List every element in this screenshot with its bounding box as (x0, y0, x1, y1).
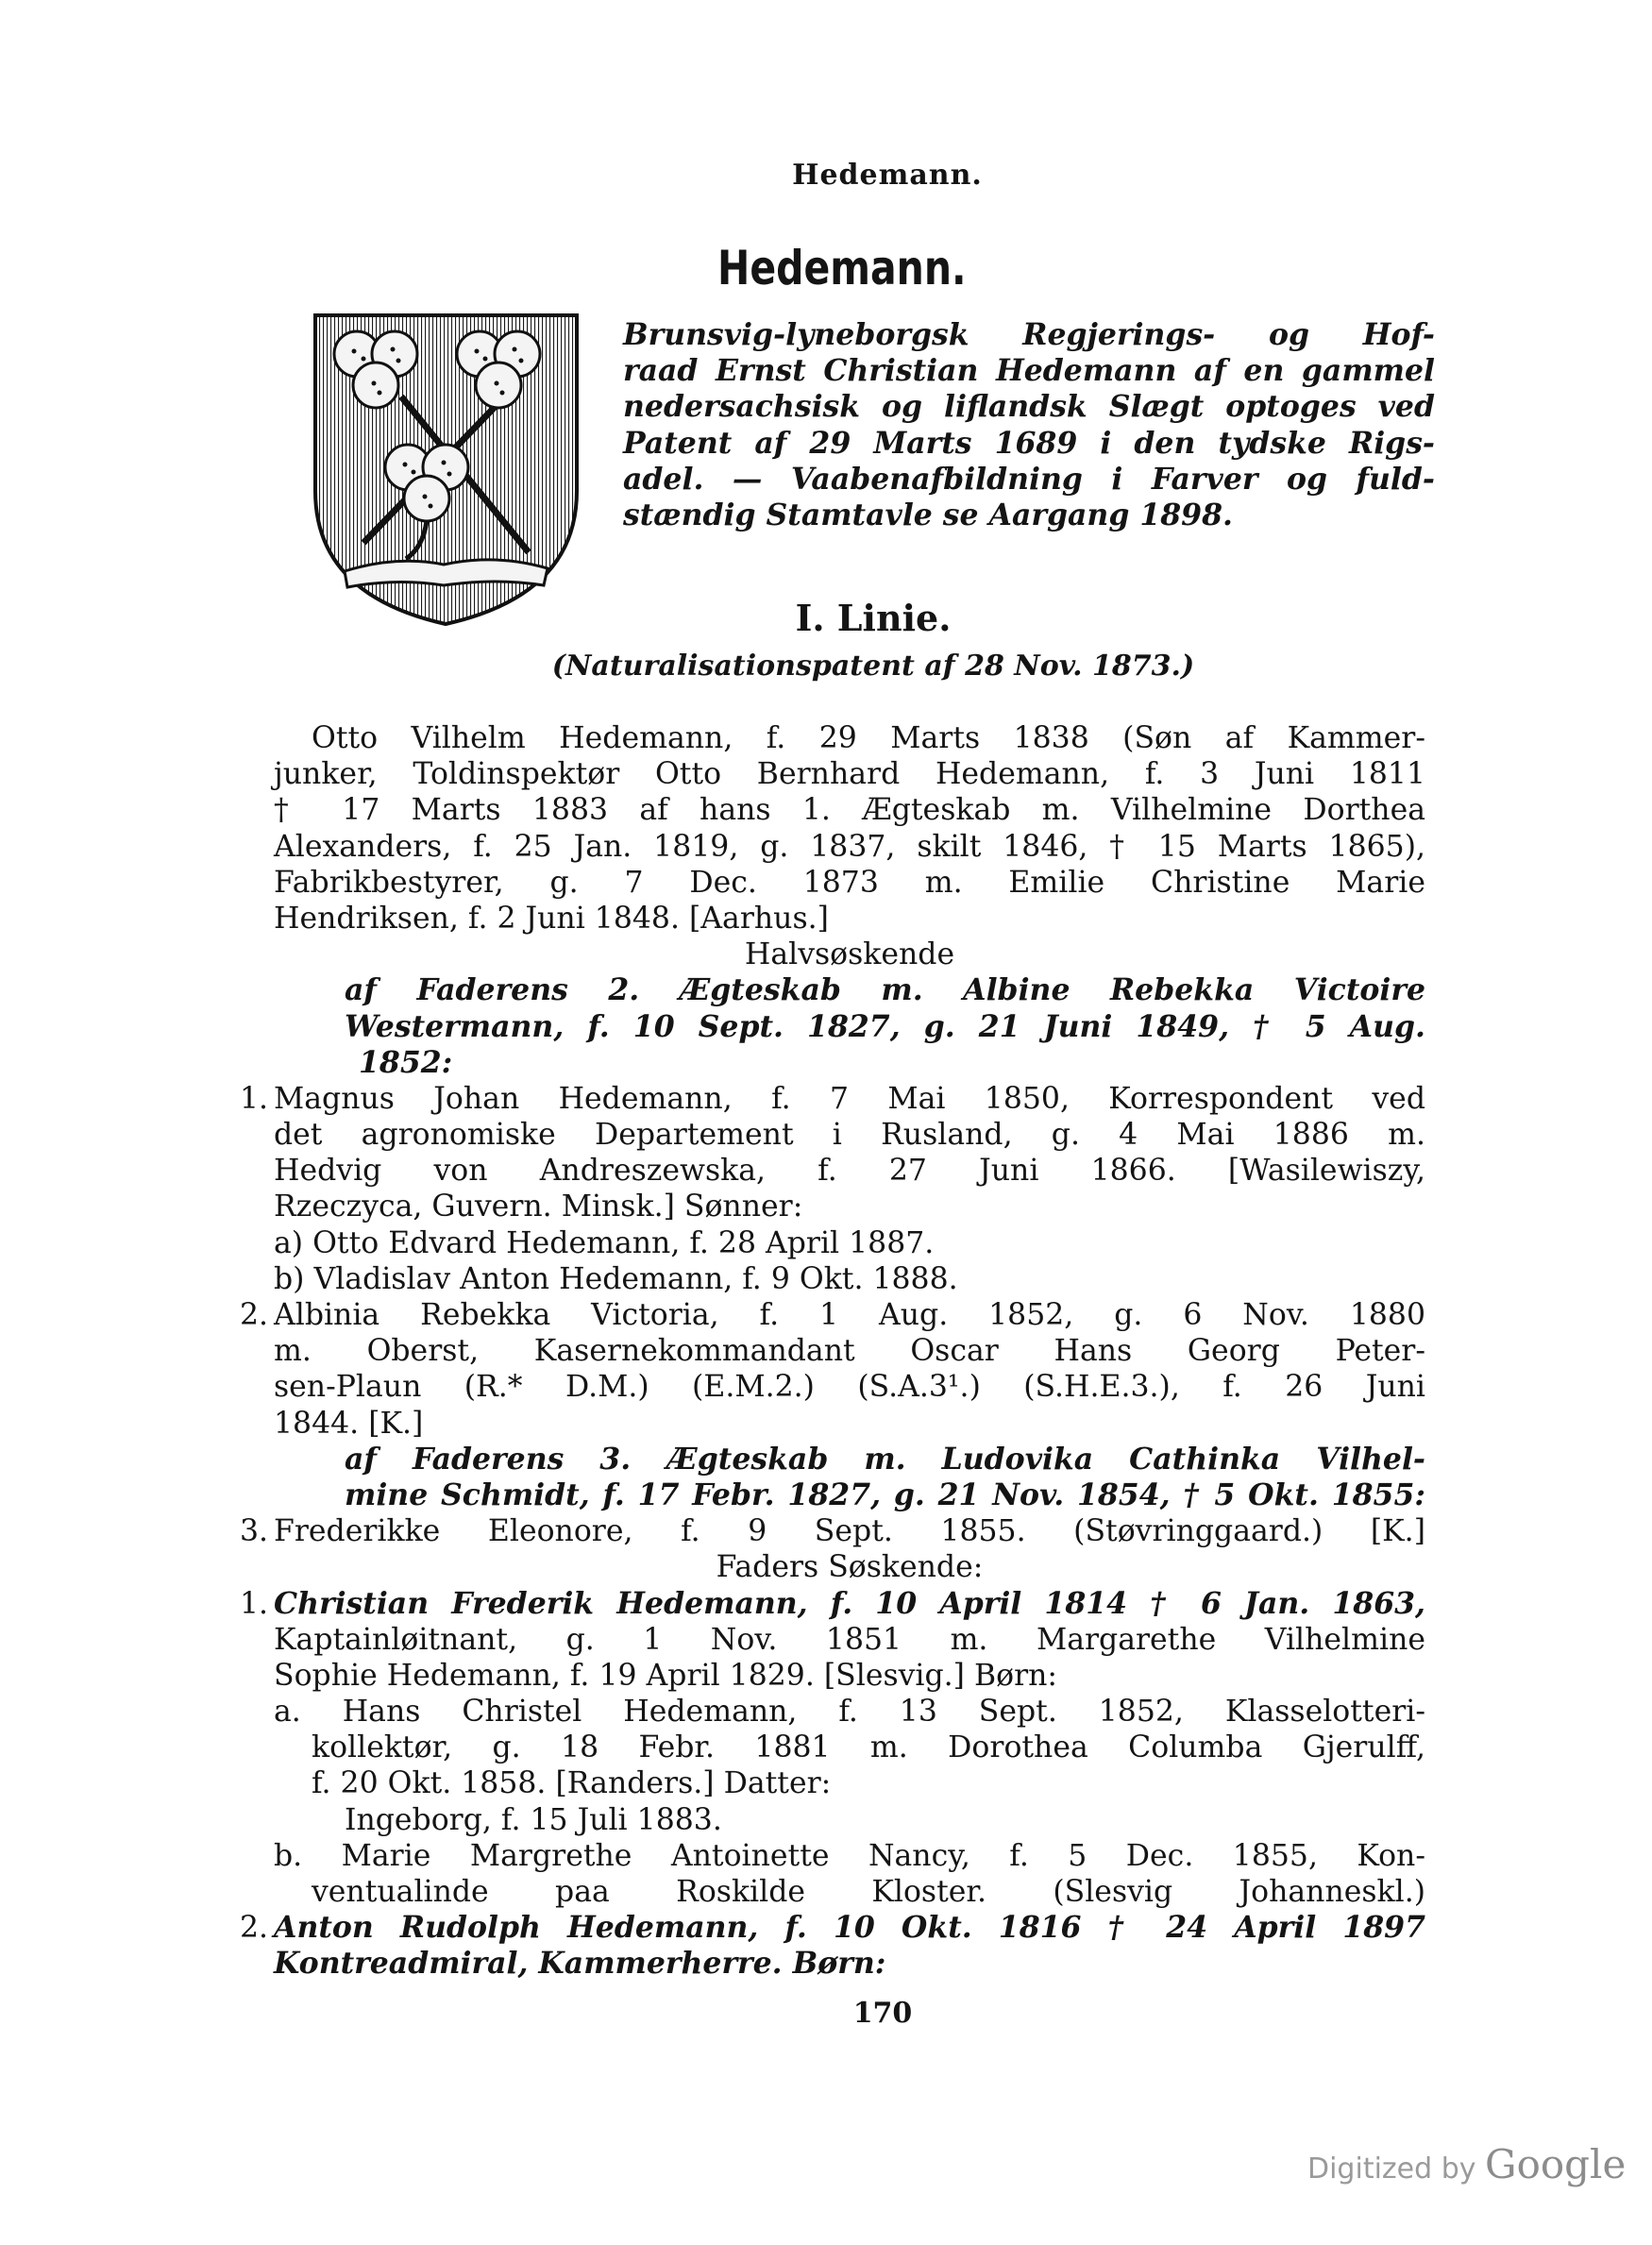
intro-line: stændig Stamtavle se Aargang 1898. (623, 497, 1233, 532)
entry-line: 1844. [K.] (274, 1406, 424, 1441)
entry-line: Magnus Johan Hedemann, f. 7 Mai 1850, Korrespondent ved (274, 1081, 1425, 1116)
main-entry-line: † 17 Marts 1883 af hans 1. Ægteskab m. Vilhelmine Dorthea (274, 793, 1425, 828)
entry-line: Rzeczyca, Guvern. Minsk.] Sønner: (274, 1190, 803, 1224)
main-entry-line: Fabrikbestyrer, g. 7 Dec. 1873 m. Emilie Christine Marie (274, 865, 1425, 900)
main-entry-line: Alexanders, f. 25 Jan. 1819, g. 1837, skilt 1846, † 15 Marts 1865), (274, 829, 1425, 864)
entry-number: 3. (240, 1514, 269, 1549)
page-number: 170 (852, 1997, 913, 2030)
entry-line: sen-Plaun (R.* D.M.) (E.M.2.) (S.A.3¹.) (S.H.E.3.), f. 26 Juni (274, 1370, 1425, 1405)
entry-line: det agronomiske Departement i Rusland, g. 4 Mai 1886 m. (274, 1118, 1425, 1153)
heading-halvsoskende: Halvsøskende (744, 937, 955, 972)
sibling-entry-2 (240, 1297, 1425, 1442)
running-head: Hedemann. (792, 159, 983, 192)
marriage-note-line: 1852: (359, 1044, 453, 1080)
entry-line: Sophie Hedemann, f. 19 April 1829. [Slesvig.] Børn: (274, 1658, 1058, 1693)
entry-number: 1. (240, 1081, 269, 1116)
intro-line: Brunsvig-lyneborgsk Regjerings- og Hof- (623, 317, 1435, 352)
intro-paragraph (623, 316, 1435, 532)
entry-line: Hedvig von Andreszewska, f. 27 Juni 1866. [Wasilewiszy, (274, 1154, 1425, 1189)
genealogy-body (240, 720, 1425, 1983)
entry-number: 2. (240, 1298, 269, 1332)
watermark-brand: Google (1485, 2141, 1627, 2187)
coat-of-arms-image (312, 312, 581, 628)
section-subheading: (Naturalisationspatent af 28 Nov. 1873.) (551, 650, 1195, 683)
child-line: kollektør, g. 18 Febr. 1881 m. Dorothea Columba Gjerulff, (312, 1730, 1425, 1765)
son-line: b) Vladislav Anton Hedemann, f. 9 Okt. 1888. (274, 1261, 958, 1296)
intro-line: nedersachsisk og liflandsk Slægt optoges ved (623, 389, 1435, 425)
marriage-note-line: mine Schmidt, f. 17 Febr. 1827, g. 21 Nov. 1854, † 5 Okt. 1855: (345, 1477, 1425, 1512)
entry-line: Frederikke Eleonore, f. 9 Sept. 1855. (Støvringgaard.) [K.] (274, 1514, 1425, 1549)
grandchild-line: Ingeborg, f. 15 Juli 1883. (345, 1802, 722, 1837)
uncle-entry-2 (240, 1910, 1425, 1982)
entry-number: 2. (240, 1911, 269, 1946)
main-entry-line: Hendriksen, f. 2 Juni 1848. [Aarhus.] (274, 901, 829, 936)
sibling-entry-3 (240, 1513, 1425, 1549)
watermark-prefix: Digitized by (1307, 2152, 1476, 2186)
entry-line: m. Oberst, Kasernekommandant Oscar Hans Georg Peter- (274, 1334, 1425, 1369)
entry-line: Albinia Rebekka Victoria, f. 1 Aug. 1852, g. 6 Nov. 1880 (274, 1298, 1425, 1332)
marriage-note-line: af Faderens 3. Ægteskab m. Ludovika Cathinka Vilhel- (345, 1441, 1425, 1477)
heading-faders-soskende: Faders Søskende: (716, 1550, 984, 1585)
child-line: ventualinde paa Roskilde Kloster. (Slesvig Johanneskl.) (312, 1875, 1425, 1909)
uncle-entry-1 (240, 1585, 1425, 1911)
intro-line: Patent af 29 Marts 1689 i den tydske Rigs- (623, 425, 1435, 461)
intro-line: raad Ernst Christian Hedemann af en gammel (623, 353, 1435, 389)
section-heading: I. Linie. (795, 597, 952, 639)
main-entry-line: Otto Vilhelm Hedemann, f. 29 Marts 1838 (Søn af Kammer- (312, 721, 1425, 755)
google-watermark (1307, 2141, 1626, 2187)
son-line: a) Otto Edvard Hedemann, f. 28 April 1887. (274, 1225, 935, 1260)
main-entry-line: junker, Toldinspektør Otto Bernhard Hedemann, f. 3 Juni 1811 (274, 757, 1425, 792)
entry-line: Anton Rudolph Hedemann, f. 10 Okt. 1816 † 24 April 1897 (274, 1910, 1425, 1946)
marriage-note-line: Westermann, f. 10 Sept. 1827, g. 21 Juni 1849, † 5 Aug. (345, 1008, 1425, 1044)
child-line: f. 20 Okt. 1858. [Randers.] Datter: (312, 1766, 832, 1801)
marriage-note-line: af Faderens 2. Ægteskab m. Albine Rebekka Victoire (345, 972, 1425, 1008)
entry-number: 1. (240, 1586, 269, 1621)
entry-line: Kaptainløitnant, g. 1 Nov. 1851 m. Margarethe Vilhelmine (274, 1622, 1425, 1657)
child-line: a. Hans Christel Hedemann, f. 13 Sept. 1852, Klasselotteri- (274, 1695, 1425, 1730)
family-title: Hedemann. (717, 241, 967, 295)
entry-line: Kontreadmiral, Kammerherre. Børn: (274, 1946, 886, 1982)
intro-line: adel. — Vaabenafbildning i Farver og fuld- (623, 461, 1435, 497)
child-line: b. Marie Margrethe Antoinette Nancy, f. 5 Dec. 1855, Kon- (274, 1838, 1425, 1873)
entry-line: Christian Frederik Hedemann, f. 10 April 1814 † 6 Jan. 1863, (274, 1585, 1425, 1621)
sibling-entry-1 (240, 1081, 1425, 1297)
